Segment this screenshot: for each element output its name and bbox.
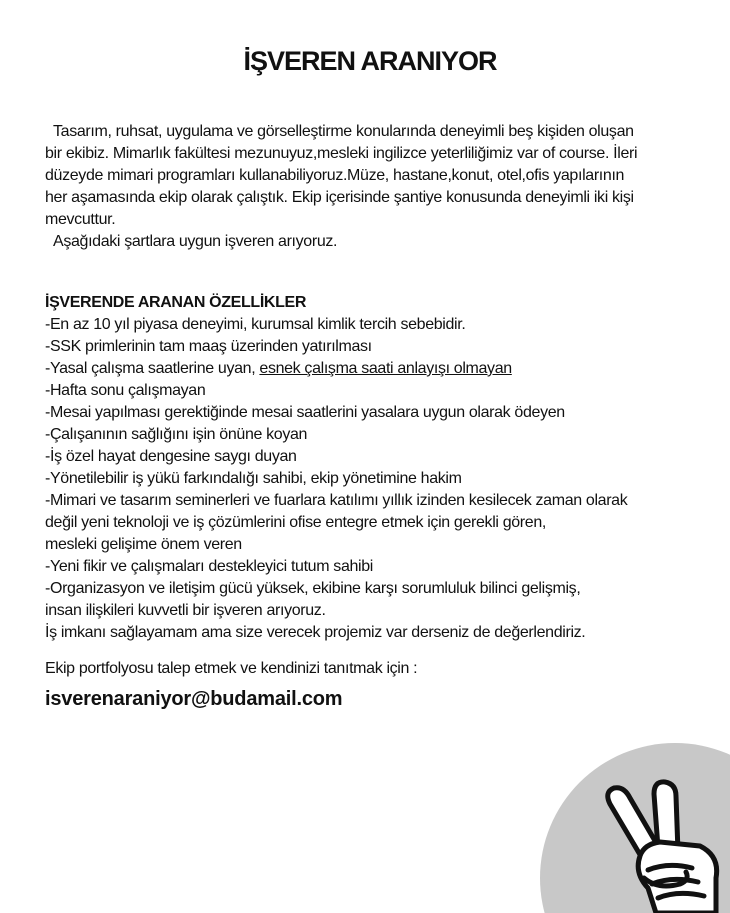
requirement-item: -Çalışanının sağlığını işin önüne koyan xyxy=(45,426,308,443)
requirements-heading: İŞVERENDE ARANAN ÖZELLİKLER xyxy=(45,294,307,311)
requirement-item: -En az 10 yıl piyasa deneyimi, kurumsal kimlik tercih sebebidir. xyxy=(45,316,466,333)
requirement-item: insan ilişkileri kuvvetli bir işveren arıyoruz. xyxy=(45,602,326,619)
requirement-item: -Hafta sonu çalışmayan xyxy=(45,382,206,399)
intro-closing: Aşağıdaki şartlara uygun işveren arıyoruz. xyxy=(53,233,338,250)
underlined-emphasis: esnek çalışma saati anlayışı olmayan xyxy=(259,360,512,377)
requirement-item: -Organizasyon ve iletişim gücü yüksek, ekibine karşı sorumluluk bilinci gelişmiş, xyxy=(45,580,581,597)
requirement-item: -Mesai yapılması gerektiğinde mesai saatlerini yasalara uygun olarak ödeyen xyxy=(45,404,565,421)
intro-paragraph xyxy=(45,121,685,253)
contact-prompt: Ekip portfolyosu talep etmek ve kendinizi tanıtmak için : xyxy=(45,660,418,677)
page-title: İŞVEREN ARANIYOR xyxy=(243,46,497,76)
requirement-item: -İş özel hayat dengesine saygı duyan xyxy=(45,448,297,465)
intro-line: düzeyde mimari programları kullanabiliyoruz.Müze, hastane,konut, otel,ofis yapılarının xyxy=(45,167,625,184)
requirements-note: İş imkanı sağlayamam ama size verecek projemiz var derseniz de değerlendiriz. xyxy=(45,624,586,641)
requirement-item: değil yeni teknoloji ve iş çözümlerini ofise entegre etmek için gerekli gören, xyxy=(45,514,546,531)
requirement-item: -Mimari ve tasarım seminerleri ve fuarlara katılımı yıllık izinden kesilecek zaman olarak xyxy=(45,492,628,509)
requirement-item: -Yeni fikir ve çalışmaları destekleyici tutum sahibi xyxy=(45,558,374,575)
contact-email-link[interactable]: isverenaraniyor@budamail.com xyxy=(45,688,343,710)
contact-section xyxy=(45,658,685,712)
intro-line: her aşamasında ekip olarak çalıştık. Ekip içerisinde şantiye konusunda deneyimli iki kişi xyxy=(45,189,634,206)
requirement-text: -Yasal çalışma saatlerine uyan, xyxy=(45,360,260,377)
requirement-item: -SSK primlerinin tam maaş üzerinden yatırılması xyxy=(45,338,372,355)
requirement-item: -Yönetilebilir iş yükü farkındalığı sahibi, ekip yönetimine hakim xyxy=(45,470,462,487)
requirement-item xyxy=(45,358,695,380)
intro-line: bir ekibiz. Mimarlık fakültesi mezunuyuz,mesleki ingilizce yeterliliğimiz var of course. İleri xyxy=(45,145,638,162)
intro-line: Tasarım, ruhsat, uygulama ve görselleştirme konularında deneyimli beş kişiden oluşan xyxy=(53,123,634,140)
requirement-item: mesleki gelişime önem veren xyxy=(45,536,242,553)
victory-hand-icon xyxy=(540,738,730,913)
requirements-section xyxy=(45,292,695,644)
intro-line: mevcuttur. xyxy=(45,211,116,228)
